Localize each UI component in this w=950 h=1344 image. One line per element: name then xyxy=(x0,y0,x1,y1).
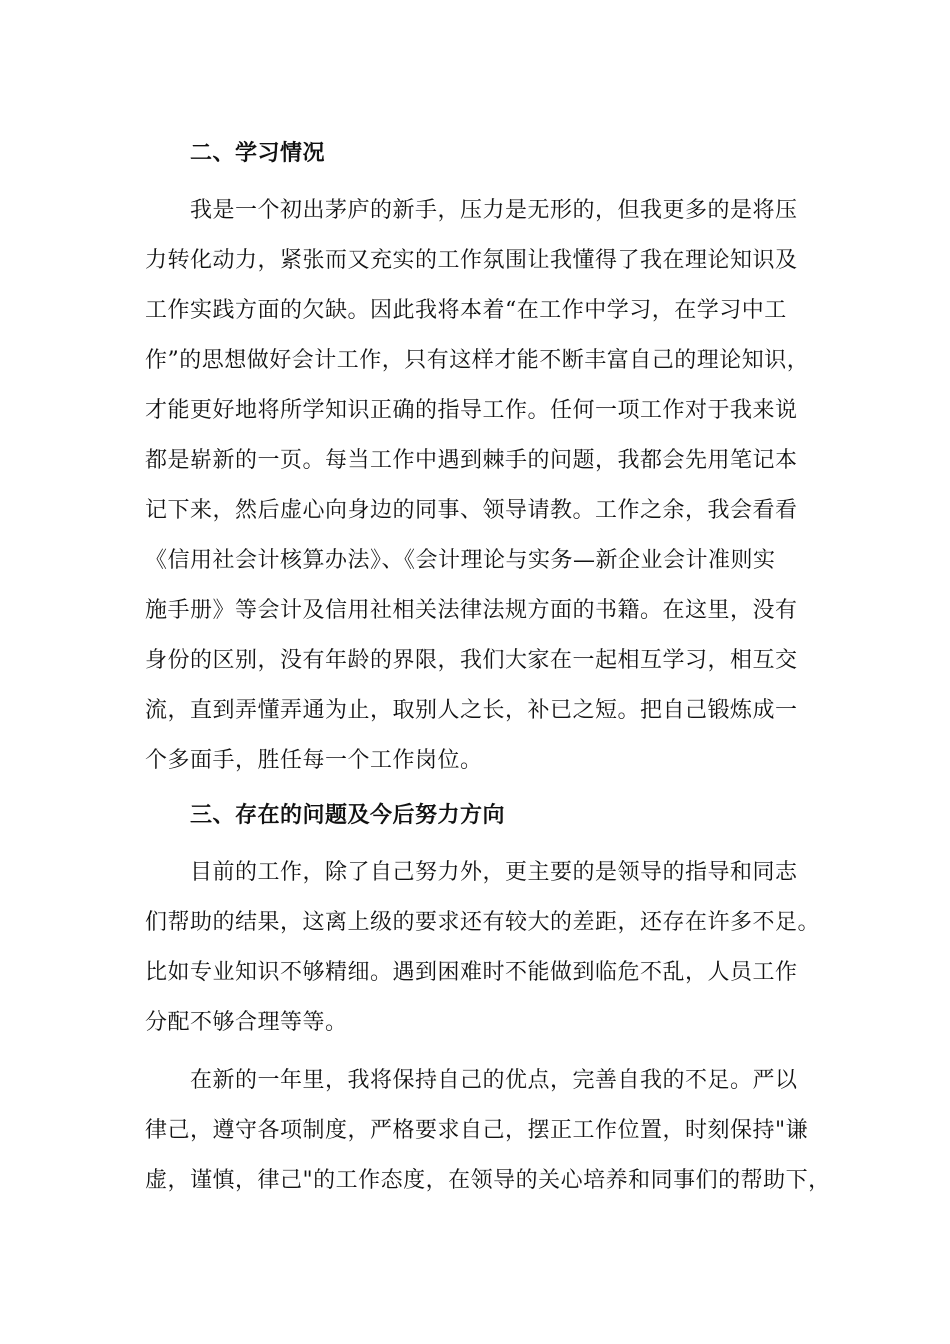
paragraph-line: 律己，遵守各项制度，严格要求自己，摆正工作位置，时刻保持"谦 xyxy=(145,1118,809,1143)
section-heading-study: 二、学习情况 xyxy=(190,141,326,166)
paragraph-line: 都是崭新的一页。每当工作中遇到棘手的问题，我都会先用笔记本 xyxy=(145,448,798,473)
paragraph-line: 个多面手，胜任每一个工作岗位。 xyxy=(145,748,483,773)
paragraph-line: 作”的思想做好会计工作，只有这样才能不断丰富自己的理论知识， xyxy=(145,348,810,373)
paragraph-line: 在新的一年里，我将保持自己的优点，完善自我的不足。严以 xyxy=(190,1068,798,1093)
paragraph-line: 虚，谨慎，律己"的工作态度，在领导的关心培养和同事们的帮助下， xyxy=(145,1168,831,1193)
paragraph-line: 我是一个初出茅庐的新手，压力是无形的，但我更多的是将压 xyxy=(190,198,798,223)
paragraph-line: 身份的区别，没有年龄的界限，我们大家在一起相互学习，相互交 xyxy=(145,648,798,673)
paragraph-line: 分配不够合理等等。 xyxy=(145,1010,348,1035)
paragraph-line: 才能更好地将所学知识正确的指导工作。任何一项工作对于我来说 xyxy=(145,398,798,423)
paragraph-line: 比如专业知识不够精细。遇到困难时不能做到临危不乱，人员工作 xyxy=(145,960,798,985)
paragraph-line: 目前的工作，除了自己努力外，更主要的是领导的指导和同志 xyxy=(190,860,798,885)
paragraph-line: 力转化动力，紧张而又充实的工作氛围让我懂得了我在理论知识及 xyxy=(145,248,798,273)
paragraph-line: 记下来，然后虚心向身边的同事、领导请教。工作之余，我会看看 xyxy=(145,498,798,523)
paragraph-line: 工作实践方面的欠缺。因此我将本着“在工作中学习，在学习中工 xyxy=(145,298,787,323)
paragraph-line: 们帮助的结果，这离上级的要求还有较大的差距，还存在许多不足。 xyxy=(145,910,821,935)
paragraph-line: 施手册》等会计及信用社相关法律法规方面的书籍。在这里，没有 xyxy=(145,598,798,623)
paragraph-line: 《信用社会计核算办法》、《会计理论与实务—新企业会计准则实 xyxy=(145,548,776,573)
section-heading-issues: 三、存在的问题及今后努力方向 xyxy=(190,803,506,828)
paragraph-line: 流，直到弄懂弄通为止，取别人之长，补已之短。把自己锻炼成一 xyxy=(145,698,798,723)
